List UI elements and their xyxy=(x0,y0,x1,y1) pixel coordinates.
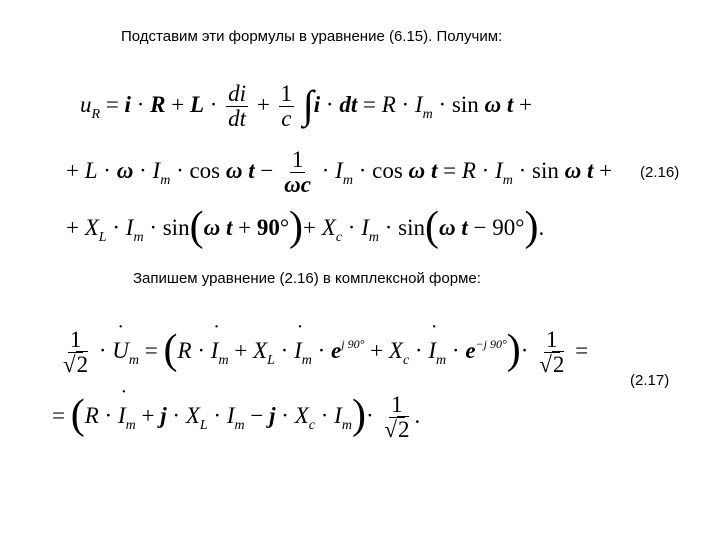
complex-form-text: Запишем уравнение (2.16) в комплексной форме: xyxy=(133,270,481,287)
equation-2-16-line-3: + $X_L \cdot I_m \cdot \sin(\omega$ $t + 90^\circ)+ X_c \cdot I_m \cdot \sin(\omega$ t − 90°). xyxy=(66,204,545,250)
equation-2-17-line-2: = (R · ˙ $I_m + j \cdot X_L \cdot I_m - j \cdot X_c \cdot I_m)\cdot$ $\frac{1}{√2}$ . xyxy=(52,393,420,442)
equation-2-16-line-2: + $L \cdot \omega \cdot I_m \cdot \cos \omega$ t − $\frac{1}{\omega c}$ · $I_m \cdot \cos \omega$ $t = R \cdot I_m \cdot \sin \omega$ t + xyxy=(66,147,613,198)
equation-2-17-number: (2.17) xyxy=(630,372,670,389)
intro-text: Подставим эти формулы в уравнение (6.15). Получим: xyxy=(121,28,503,45)
equation-2-17-line-1: $\frac{1}{√2}$ · ˙ $U_m = (R$ · ˙ $I_m + X_L$ · ˙ $I_m \cdot e^{j 90^\circ} + X_c$ · ˙ $I_m \cdot e^{-j 90^\circ})\cdot$ $\frac{1}{√2}$ = xyxy=(58,328,588,377)
equation-2-16-line-1: $u_R = i \cdot R + L$ · $\frac{di}{dt}$ + $\frac{1}{c}$ ∫i · dt = $R \cdot I_m \cdot \sin \omega$ t + xyxy=(80,81,532,132)
equation-2-16-number: (2.16) xyxy=(640,164,680,181)
